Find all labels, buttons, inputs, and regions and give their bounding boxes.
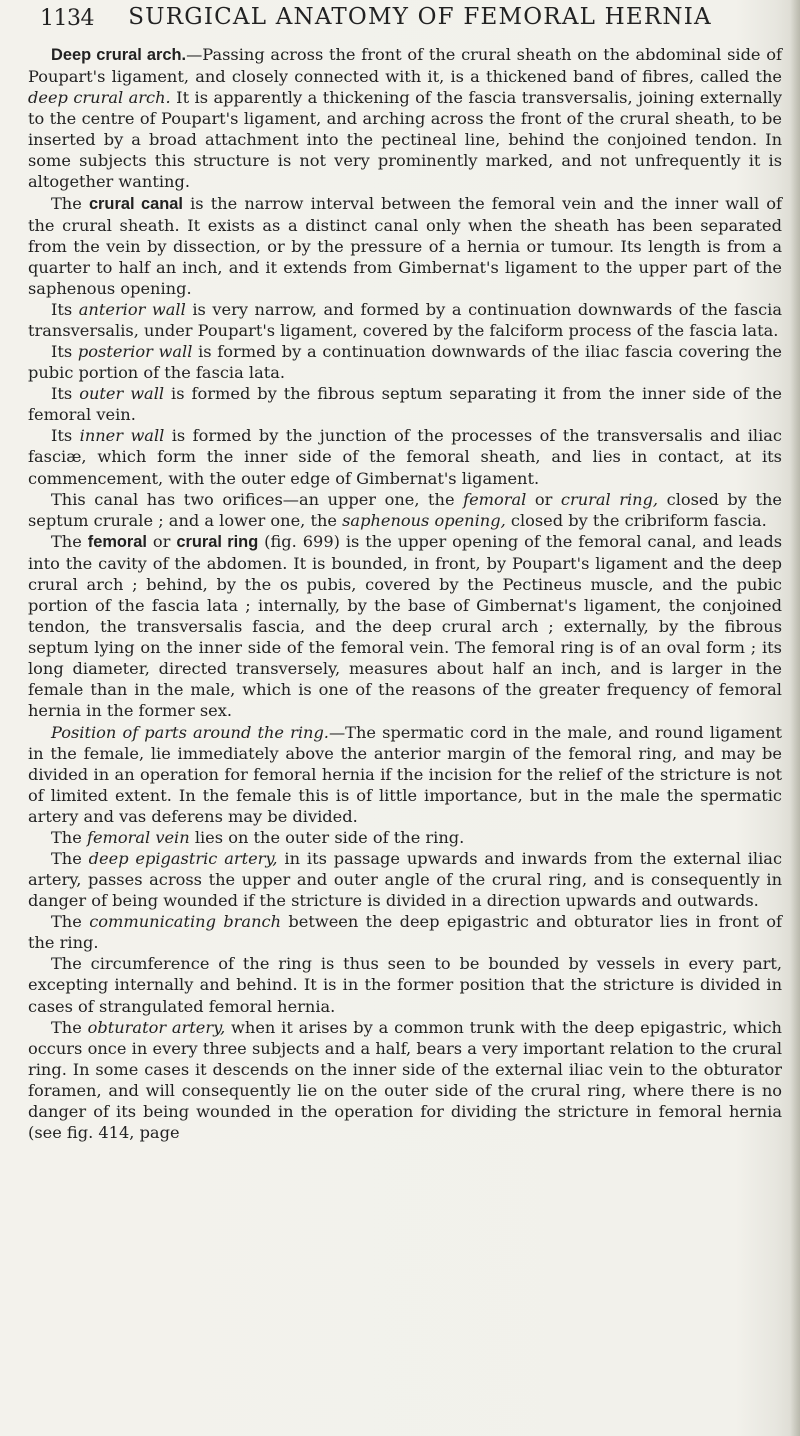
text: (fig. 699) is the upper opening of the femoral canal, and leads into the cavity of the abdomen. It is bounded, in front, by Poupart's ligament and the deep crural arch ; behind, by the os pubis, covered by the Pectineus muscle, and the pubic portion of the fascia lata ; internally, by the base of Gimbernat's ligament, the conjoined tendon, the transversalis fascia, and the deep crural arch ; externally, by the fibrous septum lying on the inner side of the femoral vein. The femoral ring is of an oval form ; its long diameter, directed transversely, measures about half an inch, and is larger in the female than in the male, which is one of the reasons of the greater frequency of femoral hernia in the former sex. — [28, 531, 782, 721]
italic-term: femoral vein — [86, 827, 190, 847]
text: The — [51, 827, 87, 847]
text: —The spermatic cord in the male, and round ligament in the female, lie immediately above the anterior margin of the femoral ring, and may be divided in an operation for femoral hernia if the incision for the relief of the stricture is not of limited extent. In the female this is of little importance, but in the male the spermatic artery and vas deferens may be divided. — [28, 722, 782, 826]
paragraph-circumference — [28, 953, 782, 1016]
paragraph-inner-wall — [28, 425, 782, 488]
term-heading: femoral — [87, 532, 147, 551]
paragraph-crural-canal — [28, 193, 782, 299]
italic-term: deep crural arch. — [28, 88, 171, 108]
text: The — [51, 531, 88, 551]
text: The — [51, 193, 89, 213]
paragraph-position-of-parts — [28, 722, 782, 827]
text: —Passing across the front of the crural sheath on the abdominal side of Poupart's ligament, and closely connected with it, is a thickened band of fibres, called the — [28, 45, 782, 87]
italic-term: posterior wall — [77, 342, 193, 362]
page-number: 1134 — [40, 6, 94, 31]
text: The circumference of the ring is thus seen to be bounded by vessels in every part, excepting internally and behind. It is in the former position that the stricture is divided in cases of strangulated femoral hernia. — [28, 954, 782, 1016]
text: is formed by the fibrous septum separating it from the inner side of the femoral vein. — [28, 384, 782, 425]
text: is very narrow, and formed by a continuation downwards of the fascia transversalis, under Poupart's ligament, covered by the falciform process of the fascia lata. — [28, 299, 782, 341]
paragraph-orifices — [28, 489, 782, 531]
italic-term: outer wall — [79, 384, 165, 404]
text: is formed by a continuation downwards of the iliac fascia covering the pubic portion of the fascia lata. — [28, 342, 783, 383]
page-edge-shadow — [790, 0, 800, 1436]
italic-term: Position of parts around the ring. — [51, 722, 329, 742]
paragraph-posterior-wall — [28, 341, 782, 383]
text: is formed by the junction of the processes of the transversalis and iliac fasciæ, which form the inner side of the femoral sheath, and lies in contact, at its commencement, with the outer edge of Gimbernat's ligament. — [28, 426, 782, 488]
paragraph-outer-wall — [28, 383, 782, 425]
term-heading: crural canal — [88, 194, 183, 213]
italic-term: femoral — [463, 489, 527, 509]
italic-term: obturator artery, — [87, 1017, 226, 1037]
text: or — [526, 489, 561, 509]
text: is the narrow interval between the femoral vein and the inner wall of the crural sheath. It exists as a distinct canal only when the sheath has been separated from the vein by dissection, or by the pressure of a hernia or tumour. Its length is from a quarter to half an inch, and it extends from Gimbernat's ligament to the upper part of the saphenous opening. — [28, 193, 782, 298]
paragraph-communicating-branch — [28, 911, 782, 953]
text: Its — [51, 342, 78, 362]
running-title: SURGICAL ANATOMY OF FEMORAL HERNIA — [128, 4, 712, 30]
text: Its — [51, 299, 79, 319]
text: Its — [51, 384, 80, 404]
italic-term: saphenous opening, — [342, 510, 506, 530]
italic-term: crural ring, — [560, 489, 659, 509]
paragraph-obturator-artery — [28, 1017, 782, 1143]
paragraph-anterior-wall — [28, 299, 782, 341]
page-header — [40, 4, 740, 36]
text: This canal has two orifices—an upper one, the — [51, 489, 464, 509]
text: lies on the outer side of the ring. — [189, 827, 465, 847]
term-heading: Deep crural arch. — [51, 46, 187, 64]
paragraph-femoral-ring — [28, 531, 782, 722]
term-heading: crural ring — [176, 532, 259, 551]
paragraph-deep-crural-arch — [28, 44, 782, 193]
body-text — [28, 44, 782, 1143]
italic-term: communicating branch — [89, 912, 281, 932]
text: closed by the cribriform fascia. — [505, 510, 767, 530]
italic-term: inner wall — [79, 426, 165, 446]
text: between the deep epigastric and obturator lies in front of the ring. — [28, 912, 782, 953]
italic-term: anterior wall — [78, 299, 186, 319]
text: It is apparently a thickening of the fascia transversalis, joining externally to the centre of Poupart's ligament, and arching across the front of the crural sheath, to be inserted by a broad attachment into the pectineal line, behind the conjoined tendon. In some subjects this structure is not very prominently marked, and not unfrequently it is altogether wanting. — [28, 88, 782, 192]
text: Its — [51, 426, 80, 446]
paragraph-femoral-vein — [28, 827, 782, 848]
text: The — [51, 912, 90, 932]
text: The — [51, 848, 89, 868]
text: when it arises by a common trunk with the deep epigastric, which occurs once in every three subjects and a half, bears a very important relation to the crural ring. In some cases it descends on the inner side of the external iliac vein to the obturator foramen, and will consequently lie on the outer side of the crural ring, where there is no danger of its being wounded in the operation for dividing the stricture in femoral hernia (see fig. 414, page — [28, 1017, 782, 1142]
text: closed by the septum crurale ; and a lower one, the — [28, 489, 782, 530]
paragraph-deep-epigastric — [28, 848, 782, 911]
text: in its passage upwards and inwards from the external iliac artery, passes across the upper and outer angle of the crural ring, and is consequently in danger of being wounded if the stricture is divided in a direction upwards and outwards. — [28, 848, 783, 911]
text: The — [51, 1017, 88, 1037]
italic-term: deep epigastric artery, — [88, 848, 278, 868]
text: or — [146, 531, 177, 551]
